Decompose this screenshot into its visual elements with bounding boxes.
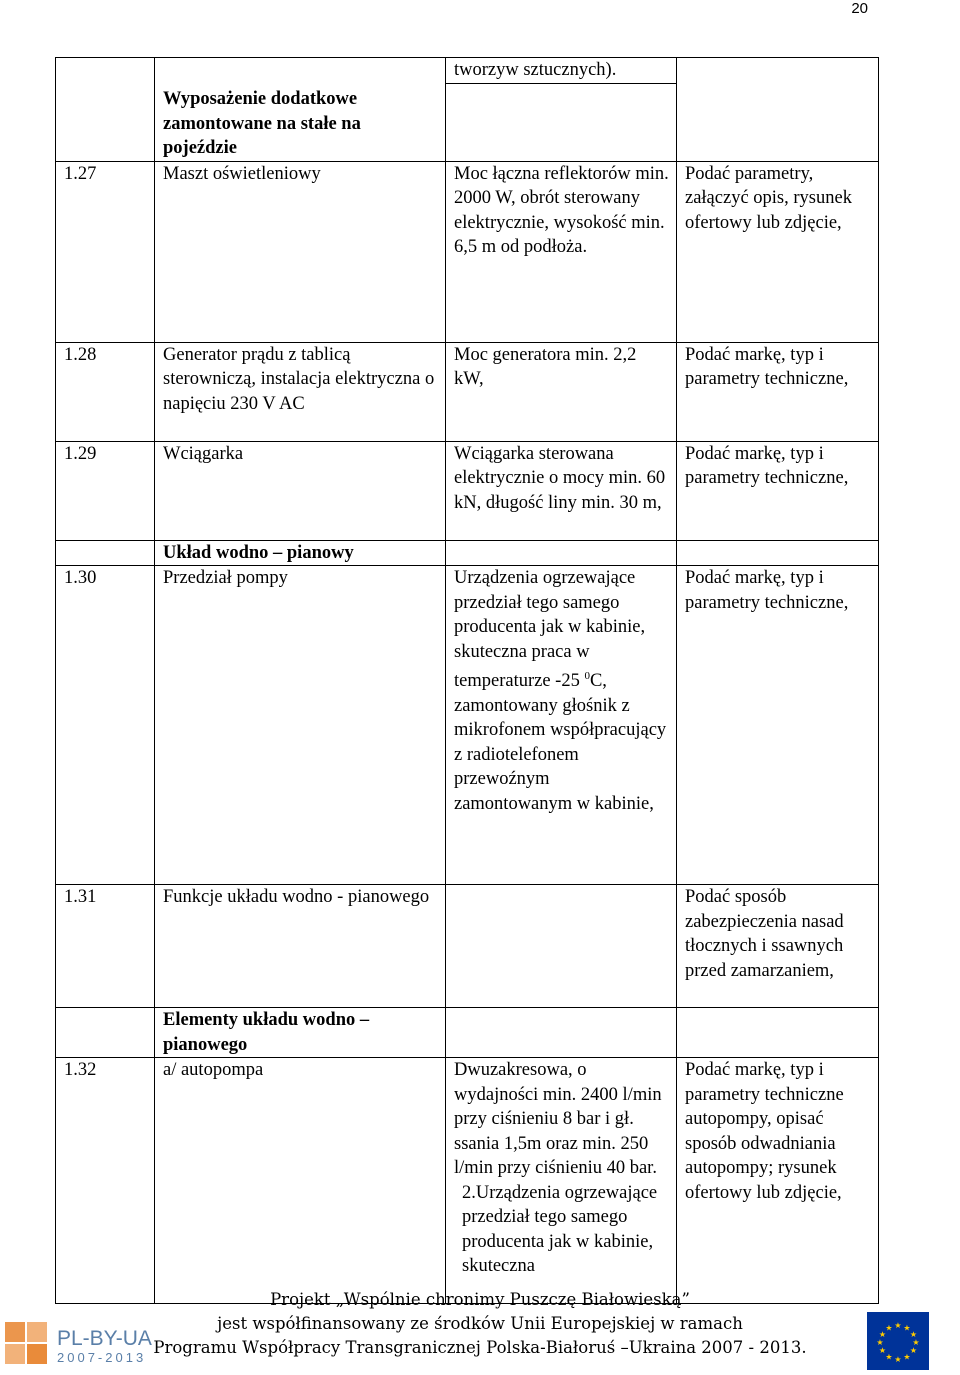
cell xyxy=(677,540,879,566)
item-spec: Moc łączna reflektorów min. 2000 W, obrót sterowany elektrycznie, wysokość min. 6,5 m od podłoża. xyxy=(446,161,677,342)
table-row xyxy=(56,58,879,84)
pl-by-ua-logo xyxy=(5,1320,165,1373)
cell xyxy=(56,58,155,84)
item-offer: Podać parametry, załączyć opis, rysunek ofertowy lub zdjęcie, xyxy=(677,161,879,342)
footer-text xyxy=(150,1288,810,1360)
item-spec xyxy=(446,566,677,885)
logo-name: PL-BY-UA xyxy=(57,1327,152,1350)
spec-text: 2.Urządzenia ogrzewające przedział tego samego producenta jak w kabinie, skuteczna xyxy=(462,1182,658,1276)
section-heading: Układ wodno – pianowy xyxy=(155,540,446,566)
cell xyxy=(446,540,677,566)
cell xyxy=(677,1008,879,1058)
svg-text:★: ★ xyxy=(876,1338,884,1347)
degree-superscript: 0 xyxy=(584,670,590,682)
spec-cell: tworzyw sztucznych). xyxy=(446,58,677,84)
cell xyxy=(56,1008,155,1058)
table-row xyxy=(56,1008,879,1058)
item-number: 1.32 xyxy=(56,1058,155,1304)
svg-text:★: ★ xyxy=(894,1355,902,1364)
table-row xyxy=(56,161,879,342)
footer-line: Programu Współpracy Transgranicznej Polska-Białoruś –Ukraina 2007 - 2013. xyxy=(153,1338,807,1357)
footer-line: jest współfinansowany ze środków Unii Europejskiej w ramach xyxy=(217,1314,743,1333)
item-offer: Podać sposób zabezpieczenia nasad tłocznych i ssawnych przed zamarzaniem, xyxy=(677,885,879,1008)
specification-table xyxy=(55,57,879,1304)
table-row xyxy=(56,885,879,1008)
svg-text:★: ★ xyxy=(903,1352,911,1362)
item-name: Przedział pompy xyxy=(155,566,446,885)
spec-text: C, zamontowany głośnik z mikrofonem współpracujący z radiotelefonem przewoźnym zamontowanym w kabinie, xyxy=(454,671,667,814)
svg-text:★: ★ xyxy=(885,1323,893,1333)
cell xyxy=(677,58,879,84)
table-row xyxy=(56,342,879,441)
svg-text:★: ★ xyxy=(894,1321,902,1330)
page-number: 20 xyxy=(851,0,868,17)
item-number: 1.30 xyxy=(56,566,155,885)
table-row xyxy=(56,1058,879,1304)
section-heading: Elementy układu wodno – pianowego xyxy=(155,1008,446,1058)
svg-text:★: ★ xyxy=(909,1330,918,1339)
section-heading: Wyposażenie dodatkowe zamontowane na stałe na pojeździe xyxy=(155,83,446,161)
svg-text:★: ★ xyxy=(903,1323,911,1333)
item-name: Generator prądu z tablicą sterowniczą, instalacja elektryczna o napięciu 230 V AC xyxy=(155,342,446,441)
item-offer: Podać markę, typ i parametry techniczne autopompy, opisać sposób odwadniania autopompy; rysunek ofertowy lub zdjęcie, xyxy=(677,1058,879,1304)
cell xyxy=(446,83,677,161)
item-name: Maszt oświetleniowy xyxy=(155,161,446,342)
svg-text:★: ★ xyxy=(912,1338,920,1347)
item-name: Wciągarka xyxy=(155,441,446,540)
item-spec xyxy=(446,885,677,1008)
item-number: 1.29 xyxy=(56,441,155,540)
item-name: a/ autopompa xyxy=(155,1058,446,1304)
spec-text: Urządzenia ogrzewające przedział tego samego producenta jak w kabinie, skuteczna praca w temperaturze -25 xyxy=(454,568,646,692)
item-number: 1.27 xyxy=(56,161,155,342)
logo-years: 2007-2013 xyxy=(57,1350,147,1365)
item-spec: Wciągarka sterowana elektrycznie o mocy min. 60 kN, długość liny min. 30 m, xyxy=(446,441,677,540)
cell xyxy=(56,83,155,161)
svg-text:★: ★ xyxy=(885,1352,893,1362)
table-row xyxy=(56,540,879,566)
footer-line: Projekt „Wspólnie chronimy Puszczę Białowieską” xyxy=(270,1290,690,1309)
item-name: Funkcje układu wodno - pianowego xyxy=(155,885,446,1008)
item-offer: Podać markę, typ i parametry techniczne, xyxy=(677,441,879,540)
cell xyxy=(677,83,879,161)
svg-text:★: ★ xyxy=(878,1346,887,1355)
item-spec: Moc generatora min. 2,2 kW, xyxy=(446,342,677,441)
table-row xyxy=(56,566,879,885)
cell xyxy=(446,1008,677,1058)
item-spec xyxy=(446,1058,677,1304)
spec-text: Dwuzakresowa, o wydajności min. 2400 l/min przy ciśnieniu 8 bar i gł. ssania 1,5m oraz min. 250 l/min przy ciśnieniu 40 bar. xyxy=(454,1060,662,1178)
svg-text:★: ★ xyxy=(909,1346,918,1355)
svg-text:★: ★ xyxy=(878,1330,887,1339)
eu-flag-icon xyxy=(867,1312,929,1375)
table-row xyxy=(56,83,879,161)
item-number: 1.31 xyxy=(56,885,155,1008)
cell xyxy=(155,58,446,84)
item-offer: Podać markę, typ i parametry techniczne, xyxy=(677,342,879,441)
cell xyxy=(56,540,155,566)
table-row xyxy=(56,441,879,540)
item-number: 1.28 xyxy=(56,342,155,441)
item-offer: Podać markę, typ i parametry techniczne, xyxy=(677,566,879,885)
